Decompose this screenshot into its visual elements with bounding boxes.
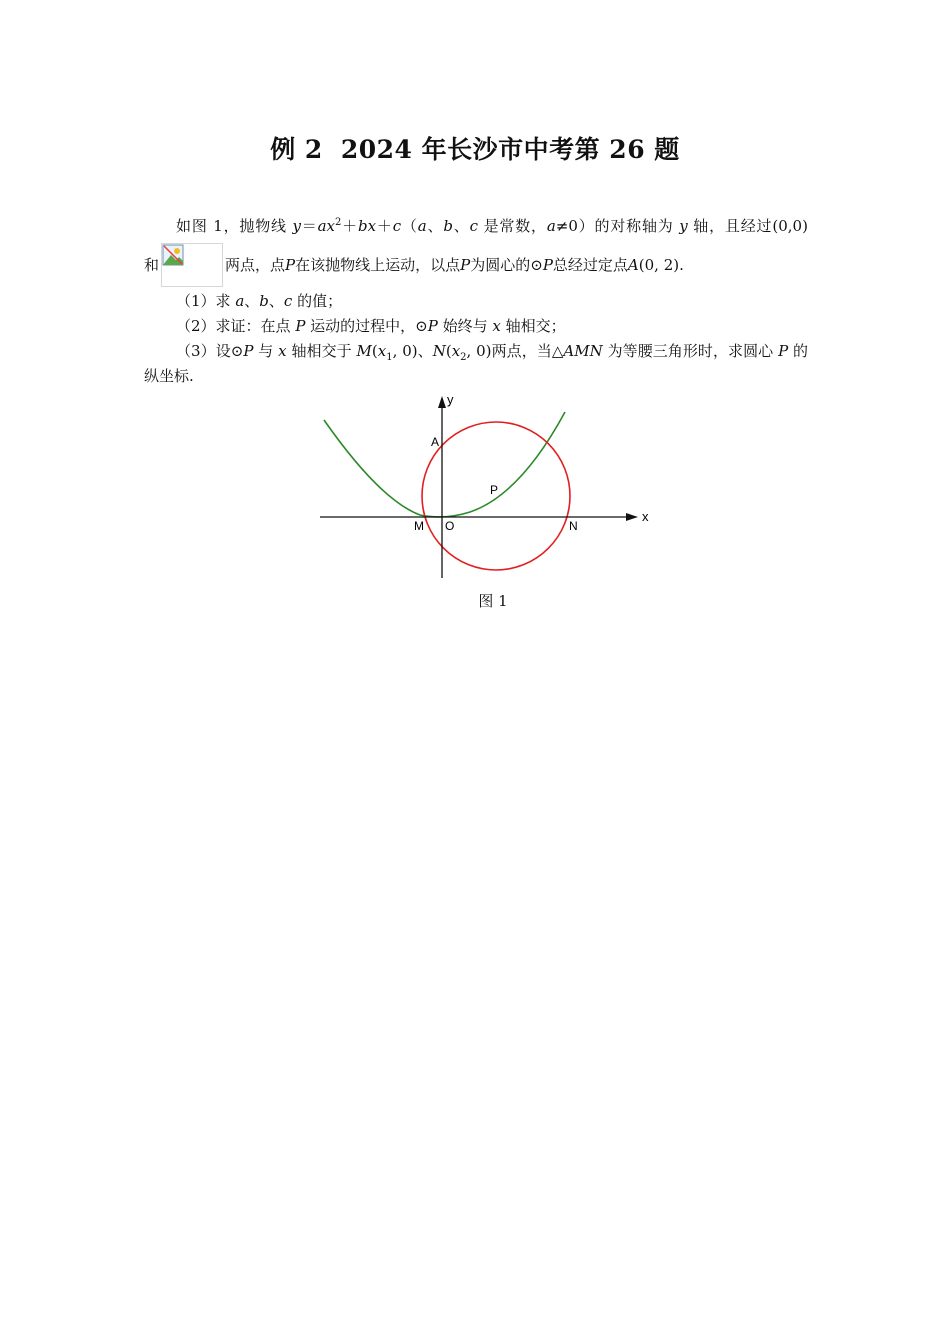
problem-line-2: 和 两点，点 P 在该抛物线上运动，以点 P 为圆心的⊙ P 总经过定点 A (0, 2). [144,243,808,287]
question-3: （3）设⊙P 与 x 轴相交于 $M(x_1$, 0)、$N(x_2$, 0)两点，当△AMN 为等腰三角形时，求圆心 P 的纵坐标. [144,342,808,385]
label-a: A [431,435,440,449]
label-p: P [490,483,499,497]
page-title [0,130,950,166]
label-x: x [642,509,649,524]
label-m: M [414,519,424,533]
title-prefix: 例 2 [270,135,323,164]
label-y: y [447,392,454,407]
problem-statement [144,214,808,287]
question-1: （1）求 a、b、c 的值； [176,292,343,310]
y-axis-arrow [438,396,446,408]
x-axis-arrow [626,513,638,521]
label-n: N [569,519,578,533]
parabola-curve [324,412,565,517]
broken-image-icon [161,243,223,287]
problem-line-1: 如图 1，抛物线 $y=ax^2+bx+c(a$、b、c 是常数，a≠0）的对称轴为 y 轴，且经过(0,0) [176,217,808,235]
question-2: （2）求证：在点 P 运动的过程中，⊙P 始终与 x 轴相交； [176,317,566,335]
figure-caption: 图 1 [478,592,508,610]
label-o: O [445,519,455,533]
figure-1 [310,390,660,585]
title-main: 2024 年长沙市中考第 26 题 [340,135,680,164]
